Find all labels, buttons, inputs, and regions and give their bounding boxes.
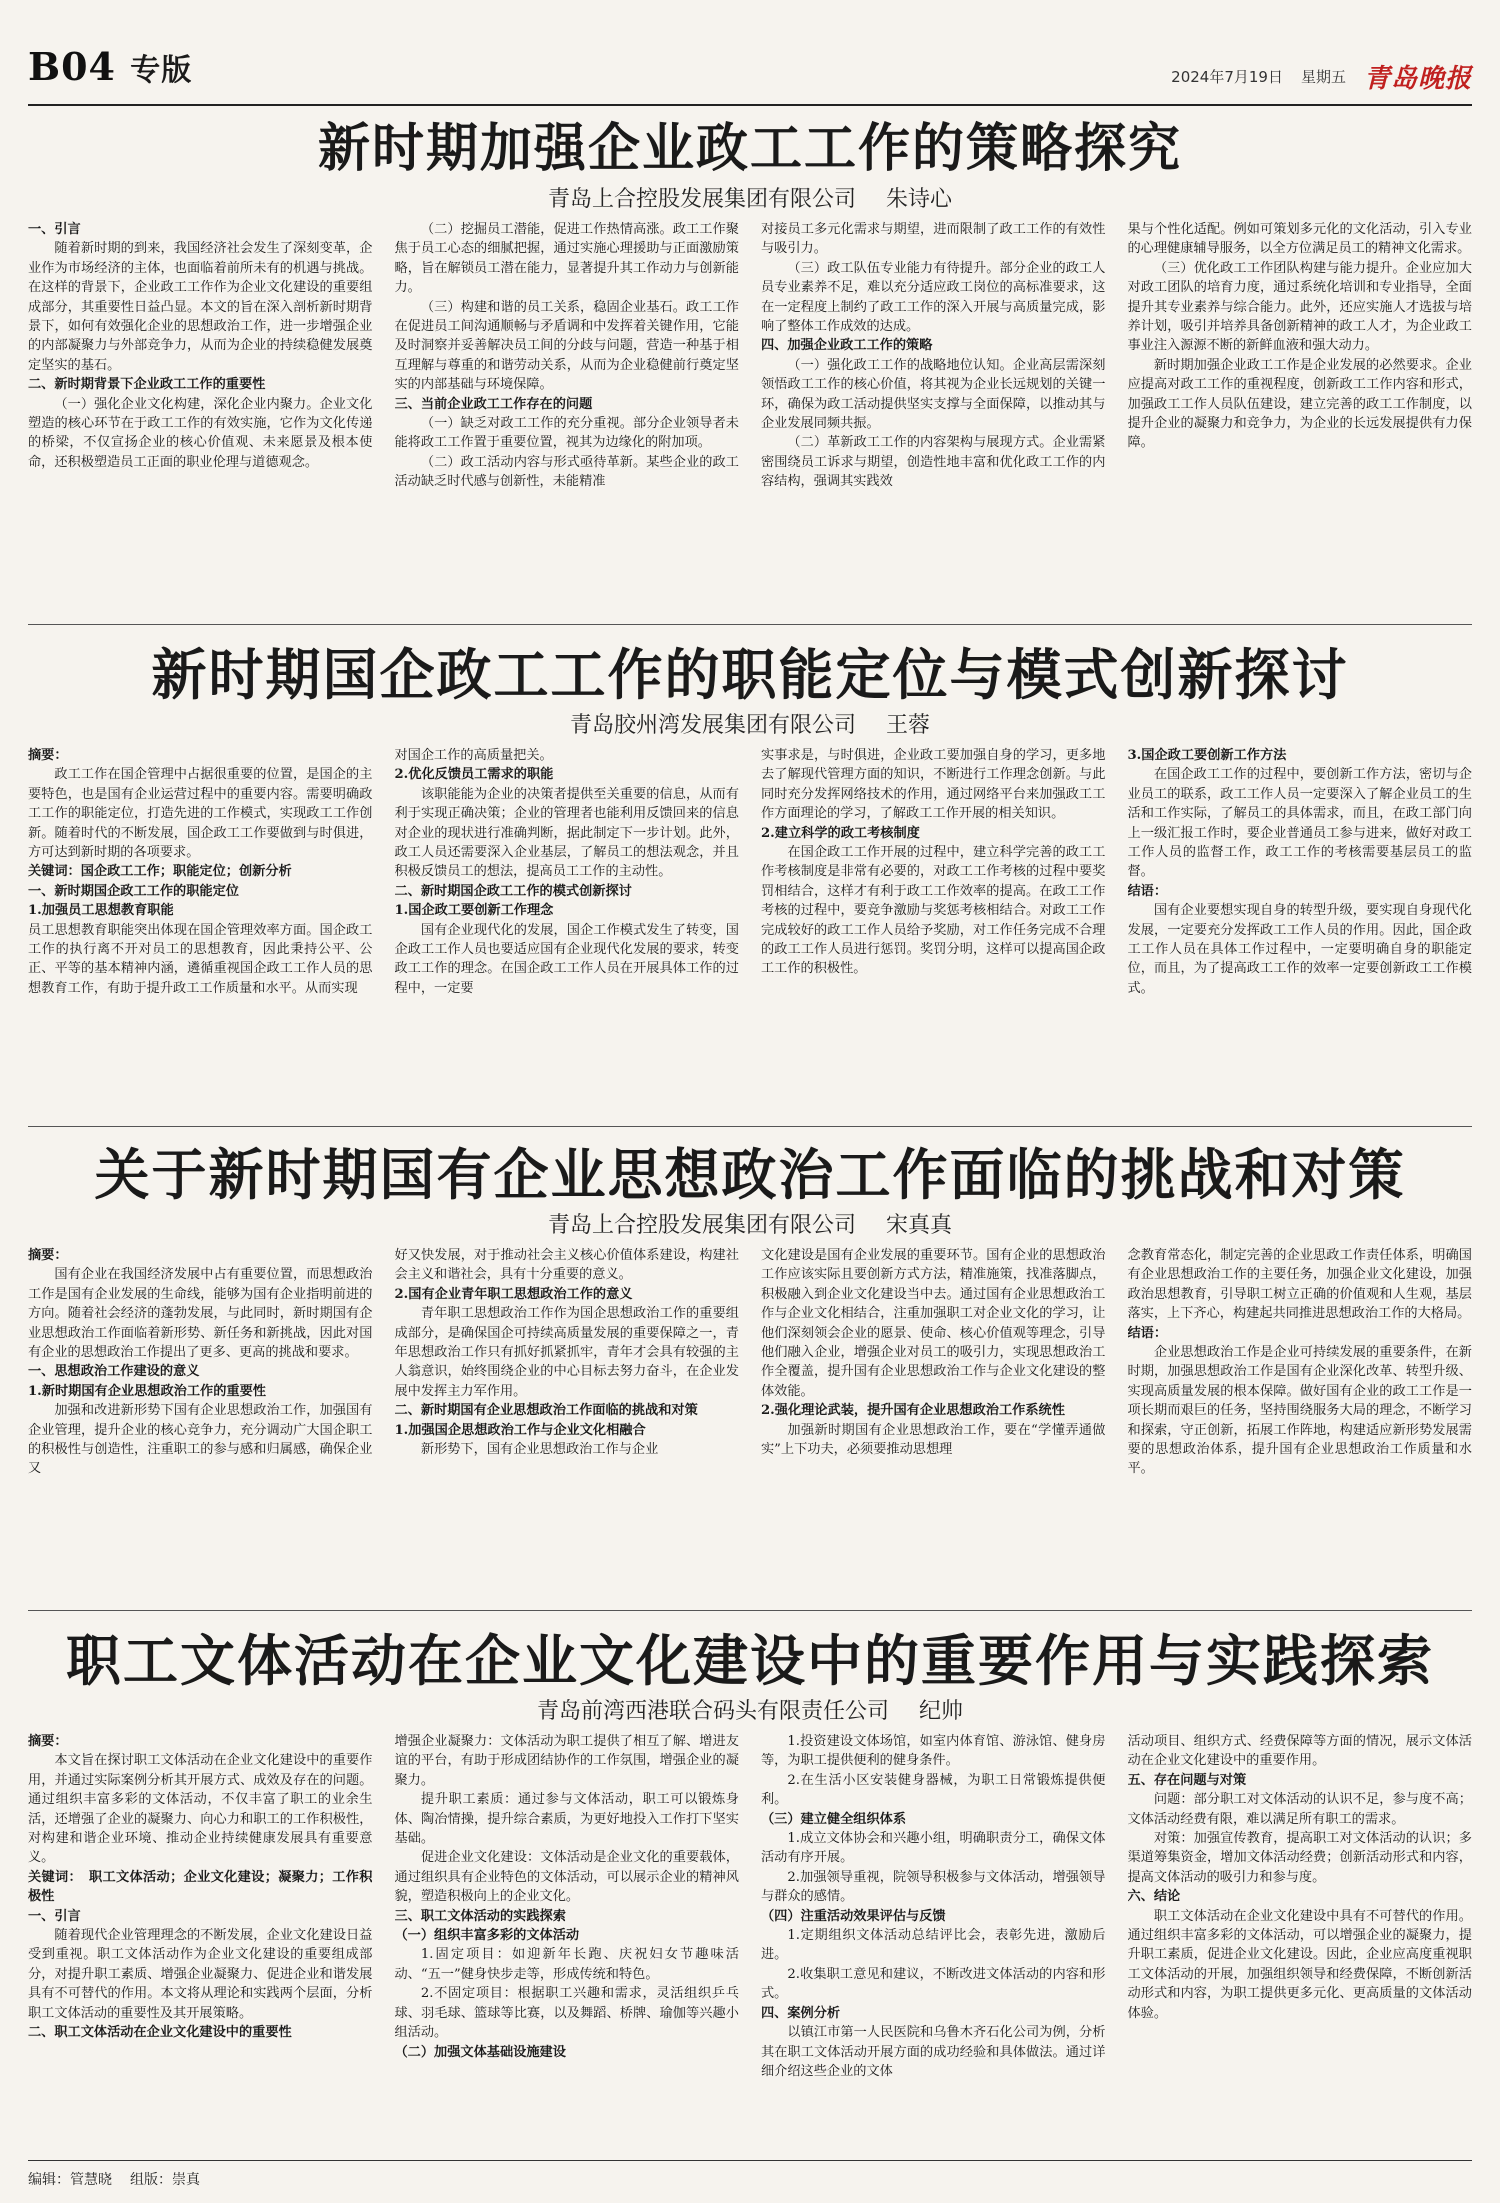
article-1 — [28, 114, 1472, 614]
text-column — [395, 1732, 740, 2152]
body-paragraph: 加强新时期国有企业思想政治工作，要在“学懂弄通做实”上下功夫，必须要推动思想理 — [761, 1422, 1106, 1458]
article-2 — [28, 640, 1472, 1120]
body-paragraph: 国有企业要想实现自身的转型升级，要实现自身现代化发展，一定要充分发挥政工工作人员的作用。因此，国企政工工作人员在具体工作过程中，一定要明确自身的职能定位，而且，为了提高政工工作的效率一定要创新政工工作模式。 — [1127, 903, 1472, 996]
page-code: B04 — [28, 44, 116, 89]
body-paragraph: 随着新时期的到来，我国经济社会发生了深刻变革，企业作为市场经济的主体，也面临着前所未有的机遇与挑战。在这样的背景下，企业政工工作作为企业文化建设的重要组成部分，其重要性日益凸显。本文的旨在深入剖析新时期背景下，如何有效强化企业的思想政治工作，进一步增强企业的内部凝聚力与外部竞争力，从而为企业的持续稳健发展奠定坚实的基石。 — [28, 241, 373, 373]
body-paragraph: 1.投资建设文体场馆，如室内体育馆、游泳馆、健身房等，为职工提供便利的健身条件。 — [761, 1734, 1106, 1769]
issue-weekday: 星期五 — [1300, 68, 1346, 86]
masthead — [28, 40, 1472, 98]
body-paragraph: 提升职工素质：通过参与文体活动，职工可以锻炼身体、陶冶情操，提升综合素质，为更好地投入工作打下坚实基础。 — [394, 1792, 739, 1847]
text-column — [761, 220, 1106, 610]
body-paragraph: 念教育常态化，制定完善的企业思政工作责任体系，明确国有企业思想政治工作的主要任务，加强企业文化建设，加强政治思想教育，引导职工树立正确的价值观和人生观，基层落实，上下齐心，构建起共同推进思想政治工作的大格局。 — [1127, 1248, 1472, 1322]
body-paragraph: 政工工作在国企管理中占据很重要的位置，是国企的主要特色，也是国有企业运营过程中的重要内容。需要明确政工工作的职能定位，打造先进的工作模式，实现政工工作创新。随着时代的不断发展，国企政工工作要做到与时俱进，方可达到新时期的各项要求。 — [28, 767, 373, 861]
body-paragraph: 1.固定项目：如迎新年长跑、庆祝妇女节趣味活动、“五一”健身快步走等，形成传统和特色。 — [394, 1947, 739, 1982]
body-paragraph: 对国企工作的高质量把关。 — [394, 748, 553, 763]
text-column — [761, 1246, 1106, 1606]
section-heading: 3.国企政工要创新工作方法 — [1127, 748, 1287, 763]
body-paragraph: 活动项目、组织方式、经费保障等方面的情况，展示文体活动在企业文化建设中的重要作用。 — [1127, 1734, 1472, 1769]
section-name: 专版 — [130, 53, 193, 88]
text-column — [761, 746, 1106, 1116]
section-heading: 摘要： — [28, 1248, 68, 1263]
section-heading: 摘要： — [28, 1734, 68, 1749]
article-divider — [28, 1126, 1472, 1127]
body-paragraph: （三）构建和谐的员工关系，稳固企业基石。政工工作在促进员工间沟通顺畅与矛盾调和中发挥着关键作用，它能及时洞察并妥善解决员工间的分歧与问题，营造一种基于相互理解与尊重的和谐劳动关系，从而为企业稳健前行奠定坚实的内部基础与环境保障。 — [394, 299, 739, 393]
body-paragraph: 好又快发展，对于推动社会主义核心价值体系建设，构建社会主义和谐社会，具有十分重要的意义。 — [394, 1248, 739, 1283]
byline-author: 朱诗心 — [886, 187, 953, 212]
section-heading: 二、职工文体活动在企业文化建设中的重要性 — [28, 2025, 292, 2041]
body-paragraph: 以镇江市第一人民医院和乌鲁木齐石化公司为例，分析其在职工文体活动开展方面的成功经验和具体做法。通过详细介绍这些企业的文体 — [761, 2025, 1106, 2079]
body-paragraph: 员工思想教育职能突出体现在国企管理效率方面。国企政工工作的执行离不开对员工的思想教育，因此秉持公平、公正、平等的基本精神内涵，遴循重视国企政工工作人员的思想教育工作，有助于提升政工工作质量和水平。从而实现 — [28, 922, 373, 996]
article-4 — [28, 1626, 1472, 2156]
section-heading: 2.强化理论武装，提升国有企业思想政治工作系统性 — [761, 1403, 1065, 1419]
article-title: 关于新时期国有企业思想政治工作面临的挑战和对策 — [94, 1142, 1406, 1207]
byline-author: 纪帅 — [919, 1699, 964, 1724]
text-column — [1128, 746, 1473, 1116]
article-body — [28, 220, 1472, 610]
article-title: 新时期加强企业政工工作的策略探究 — [317, 118, 1182, 179]
issue-meta — [1171, 58, 1472, 95]
text-column — [28, 746, 373, 1116]
layout-credit: 组版：崇真 — [130, 2172, 200, 2188]
editor-credit: 编辑：管慧晓 — [28, 2172, 112, 2188]
body-paragraph: 青年职工思想政治工作作为国企思想政治工作的重要组成部分，是确保国企可持续高质量发展的重要保障之一，青年思想政治工作只有抓好抓紧抓牢，青年才会具有较强的主人翁意识，始终围绕企业的中心目标去努力奋斗，在企业发展中发挥主力军作用。 — [394, 1306, 739, 1399]
section-heading: 2.国有企业青年职工思想政治工作的意义 — [394, 1286, 633, 1302]
body-paragraph: 2.收集职工意见和建议，不断改进文体活动的内容和形式。 — [761, 1966, 1106, 2002]
article-byline — [28, 1210, 1472, 1242]
body-paragraph: 国有企业现代化的发展，国企工作模式发生了转变，国企政工工作人员也要适应国有企业现代化发展的要求，转变政工工作的理念。在国企政工工作人员在开展具体工作的过程中，一定要 — [394, 922, 739, 996]
section-heading: 1.国企政工要创新工作理念 — [394, 903, 554, 919]
section-heading: 四、加强企业政工工作的策略 — [761, 338, 933, 354]
body-paragraph: 国有企业在我国经济发展中占有重要位置，而思想政治工作是国有企业发展的生命线，能够为国有企业指明前进的方向。随着社会经济的蓬勃发展，与此同时，新时期国有企业思想政治工作面临着新形势、新任务和新挑战，因此对国有企业的思想政治工作提出了更多、更高的挑战和要求。 — [28, 1267, 373, 1361]
section-heading: 二、新时期背景下企业政工工作的重要性 — [28, 377, 266, 393]
body-paragraph: 果与个性化适配。例如可策划多元化的文化活动，引入专业的心理健康辅导服务，以全方位满足员工的精神文化需求。 — [1127, 222, 1472, 257]
article-body — [28, 746, 1472, 1116]
text-column — [28, 220, 373, 610]
body-paragraph: （一）强化政工工作的战略地位认知。企业高层需深刻领悟政工工作的核心价值，将其视为企业长远规划的关键一环，确保为政工活动提供坚实支撑与全面保障，以推动其与企业发展同频共振。 — [761, 357, 1106, 432]
body-paragraph: 对接员工多元化需求与期望，进而限制了政工工作的有效性与吸引力。 — [761, 222, 1106, 257]
section-heading: （一）组织丰富多彩的文体活动 — [394, 1928, 580, 1944]
text-column — [395, 1246, 740, 1606]
body-paragraph: 新时期加强企业政工工作是企业发展的必然要求。企业应提高对政工工作的重视程度，创新政工工作内容和形式，加强政工工作人员队伍建设，建立完善的政工工作制度，以提升企业的凝聚力和竞争力，为企业的长远发展提供有力保障。 — [1127, 357, 1472, 451]
text-column — [1128, 1732, 1473, 2152]
article-byline — [28, 184, 1472, 216]
body-paragraph: 加强和改进新形势下国有企业思想政治工作，加强国有企业管理，提升企业的核心竞争力，充分调动广大国企职工的积极性与创造性，注重职工的参与感和归属感，确保企业又 — [28, 1403, 373, 1477]
body-paragraph: 2.加强领导重视，院领导积极参与文体活动，增强领导与群众的感情。 — [761, 1869, 1106, 1905]
section-heading: 关键词： 职工文体活动；企业文化建设；凝聚力；工作积极性 — [28, 1869, 373, 1905]
body-paragraph: 1.成立文体协会和兴趣小组，明确职责分工，确保文体活动有序开展。 — [761, 1831, 1106, 1866]
section-heading: （二）加强文体基础设施建设 — [394, 2044, 566, 2060]
text-column — [1128, 1246, 1473, 1606]
body-paragraph: 促进企业文化建设：文体活动是企业文化的重要载体，通过组织具有企业特色的文体活动，可以展示企业的精神风貌，塑造积极向上的企业文化。 — [394, 1850, 739, 1905]
byline-org: 青岛胶州湾发展集团有限公司 — [569, 713, 856, 738]
section-heading: 2.建立科学的政工考核制度 — [761, 825, 920, 841]
text-column — [28, 1246, 373, 1606]
section-heading: （三）建立健全组织体系 — [761, 1811, 907, 1827]
body-paragraph: 对策：加强宣传教育，提高职工对文体活动的认识；多渠道筹集资金，增加文体活动经费；创新活动形式和内容，提高文体活动的吸引力和参与度。 — [1127, 1831, 1472, 1885]
masthead-rule — [28, 104, 1472, 106]
section-heading: 结语： — [1127, 883, 1168, 899]
section-heading: 一、引言 — [28, 222, 81, 237]
section-heading: 关键词：国企政工工作；职能定位；创新分析 — [28, 864, 292, 880]
text-column — [395, 220, 740, 610]
byline-org: 青岛前湾西港联合码头有限责任公司 — [536, 1699, 889, 1724]
body-paragraph: （一）缺乏对政工工作的充分重视。部分企业领导者未能将政工工作置于重要位置，视其为边缘化的附加项。 — [394, 416, 739, 451]
body-paragraph: 本文旨在探讨职工文体活动在企业文化建设中的重要作用，并通过实际案例分析其开展方式、成效及存在的问题。通过组织丰富多彩的文体活动，不仅丰富了职工的业余生活，还增强了企业的凝聚力、向心力和职工的工作积极性，对构建和谐企业环境、推动企业持续健康发展具有重要意义。 — [28, 1753, 373, 1866]
body-paragraph: 增强企业凝聚力：文体活动为职工提供了相互了解、增进友谊的平台，有助于形成团结协作的工作氛围，增强企业的凝聚力。 — [394, 1734, 739, 1788]
section-heading: 三、当前企业政工工作存在的问题 — [394, 396, 593, 412]
section-heading: （四）注重活动效果评估与反馈 — [761, 1908, 946, 1924]
article-body — [28, 1246, 1472, 1606]
section-heading: 一、新时期国企政工工作的职能定位 — [28, 883, 239, 899]
body-paragraph: 在国企政工工作开展的过程中，建立科学完善的政工工作考核制度是非常有必要的，对政工工作考核的过程中要奖罚相结合，这样才有利于政工工作效率的提高。在政工工作考核的过程中，要竞争激励与奖惩考核相结合。对政工工作完成较好的政工工作人员给予奖励，对工作任务完成不合理的政工工作人员进行惩罚。奖罚分明，这样可以提高国企政工工作的积极性。 — [761, 845, 1106, 977]
body-paragraph: 问题：部分职工对文体活动的认识不足，参与度不高；文体活动经费有限，难以满足所有职工的需求。 — [1127, 1792, 1472, 1827]
section-heading: 1.加强员工思想教育职能 — [28, 903, 174, 919]
body-paragraph: （一）强化企业文化构建，深化企业内聚力。企业文化塑造的核心环节在于政工工作的有效实施，它作为文化传递的桥梁，不仅宣扬企业的核心价值观、未来愿景及根本使命，还积极塑造员工正面的职业伦理与道德观念。 — [28, 396, 373, 470]
body-paragraph: 2.在生活小区安装健身器械，为职工日常锻炼提供便利。 — [761, 1772, 1106, 1808]
byline-author: 王蓉 — [886, 713, 931, 738]
text-column — [28, 1732, 373, 2152]
body-paragraph: （二）挖掘员工潜能，促进工作热情高涨。政工工作聚焦于员工心态的细腻把握，通过实施心理援助与正面激励策略，旨在解锁员工潜在能力，显著提升其工作动力与创新能力。 — [394, 222, 739, 296]
page-footer — [28, 2160, 1472, 2189]
section-heading: 六、结论 — [1127, 1889, 1181, 1905]
body-paragraph: 文化建设是国有企业发展的重要环节。国有企业的思想政治工作应该实际且要创新方式方法，精准施策，找准落脚点，积极融入到企业文化建设当中去。通过国有企业思想政治工作与企业文化相结合，注重加强职工对企业文化的学习，让他们深刻领会企业的愿景、使命、核心价值观等理念，引导他们融入企业，增强企业对员工的吸引力，实现思想政治工作全覆盖，提升国有企业思想政治工作与企业文化建设的整体效能。 — [761, 1248, 1106, 1399]
body-paragraph: （三）政工队伍专业能力有待提升。部分企业的政工人员专业素养不足，难以充分适应政工岗位的高标准要求，这在一定程度上制约了政工工作的深入开展与高质量完成，影响了整体工作成效的达成。 — [761, 260, 1106, 335]
section-heading: 三、职工文体活动的实践探索 — [394, 1908, 566, 1924]
section-heading: 摘要： — [28, 748, 68, 763]
byline-org: 青岛上合控股发展集团有限公司 — [547, 1213, 856, 1238]
section-heading: 五、存在问题与对策 — [1127, 1772, 1247, 1788]
body-paragraph: （二）革新政工工作的内容架构与展现方式。企业需紧密围绕员工诉求与期望，创造性地丰富和优化政工工作的内容结构，强调其实践效 — [761, 435, 1106, 490]
byline-author: 宋真真 — [886, 1213, 953, 1238]
article-divider — [28, 1610, 1472, 1611]
body-paragraph: （三）优化政工工作团队构建与能力提升。企业应加大对政工团队的培育力度，通过系统化培训和专业指导，全面提升其专业素养与综合能力。此外，还应实施人才选拔与培养计划，吸引并培养具备创新精神的政工人才，为企业政工事业注入源源不断的新鲜血液和强大动力。 — [1127, 260, 1472, 354]
body-paragraph: 职工文体活动在企业文化建设中具有不可替代的作用。通过组织丰富多彩的文体活动，可以增强企业的凝聚力，提升职工素质，促进企业文化建设。因此，企业应高度重视职工文体活动的开展，加强组织领导和经费保障，不断创新活动形式和内容，为职工提供更多元化、更高质量的文体活动体验。 — [1127, 1908, 1472, 2021]
text-column — [395, 746, 740, 1116]
text-column — [1128, 220, 1473, 610]
article-title: 新时期国企政工工作的职能定位与模式创新探讨 — [151, 642, 1349, 707]
section-heading: 一、思想政治工作建设的意义 — [28, 1364, 200, 1380]
section-heading: 2.优化反馈员工需求的职能 — [394, 767, 554, 783]
issue-date: 2024年7月19日 — [1171, 68, 1283, 86]
body-paragraph: 2.不固定项目：根据职工兴趣和需求，灵活组织乒乓球、羽毛球、篮球等比赛，以及舞蹈、桥牌、瑜伽等兴趣小组活动。 — [394, 1986, 739, 2041]
body-paragraph: 该职能能为企业的决策者提供至关重要的信息，从而有利于实现正确决策；企业的管理者也能利用反馈回来的信息对企业的现状进行准确判断，据此制定下一步计划。此外，政工人员还需要深入企业基层，了解员工的想法观念，并且积极反馈员工的想法，提高员工工作的主动性。 — [394, 786, 739, 880]
body-paragraph: 实事求是，与时俱进，企业政工要加强自身的学习，更多地去了解现代管理方面的知识，不断进行工作理念创新。与此同时充分发挥网络技术的作用，通过网络平台来加强政工工作方面理论的学习，了解政工工作开展的相关知识。 — [761, 748, 1106, 822]
page-label — [28, 44, 192, 89]
section-heading: 四、案例分析 — [761, 2005, 841, 2021]
byline-org: 青岛上合控股发展集团有限公司 — [547, 187, 856, 212]
article-byline — [28, 710, 1472, 742]
section-heading: 二、新时期国企政工工作的模式创新探讨 — [394, 883, 632, 899]
body-paragraph: 新形势下，国有企业思想政治工作与企业 — [420, 1442, 659, 1458]
text-column — [761, 1732, 1106, 2152]
article-divider — [28, 624, 1472, 625]
article-body — [28, 1732, 1472, 2152]
article-3 — [28, 1140, 1472, 1620]
section-heading: 二、新时期国有企业思想政治工作面临的挑战和对策 — [394, 1403, 698, 1419]
body-paragraph: 随着现代企业管理理念的不断发展，企业文化建设日益受到重视。职工文体活动作为企业文化建设的重要组成部分，对提升职工素质、增强企业凝聚力、促进企业和谐发展具有不可替代的作用。本文将从理论和实践两个层面，分析职工文体活动的重要性及其开展策略。 — [28, 1928, 373, 2021]
section-heading: 1.新时期国有企业思想政治工作的重要性 — [28, 1383, 266, 1399]
body-paragraph: （二）政工活动内容与形式亟待革新。某些企业的政工活动缺乏时代感与创新性，未能精准 — [394, 454, 739, 490]
article-title: 职工文体活动在企业文化建设中的重要作用与实践探索 — [65, 1628, 1434, 1693]
body-paragraph: 在国企政工工作的过程中，要创新工作方法，密切与企业员工的联系，政工工作人员一定要深入了解企业员工的生活和工作实际，了解员工的具体需求，而且，在政工部门向上一级汇报工作时，要企业普通员工参与进来，做好对政工工作人员的监督工作，政工工作的考核需要基层员工的监督。 — [1127, 767, 1472, 880]
newspaper-logo: 青岛晚报 — [1363, 64, 1472, 94]
body-paragraph: 1.定期组织文体活动总结评比会，表彰先进，激励后进。 — [761, 1928, 1106, 1963]
article-byline — [28, 1696, 1472, 1728]
body-paragraph: 企业思想政治工作是企业可持续发展的重要条件，在新时期，加强思想政治工作是国有企业深化改革、转型升级、实现高质量发展的根本保障。做好国有企业的政工工作是一项长期而艰巨的任务，坚持围绕服务大局的理念，不断学习和探索，守正创新，拓展工作阵地，构建适应新形势发展需要的思想政治体系，提升国有企业思想政治工作质量和水平。 — [1127, 1345, 1472, 1477]
section-heading: 结语： — [1127, 1325, 1168, 1341]
section-heading: 一、引言 — [28, 1908, 81, 1924]
section-heading: 1.加强国企思想政治工作与企业文化相融合 — [394, 1422, 646, 1438]
